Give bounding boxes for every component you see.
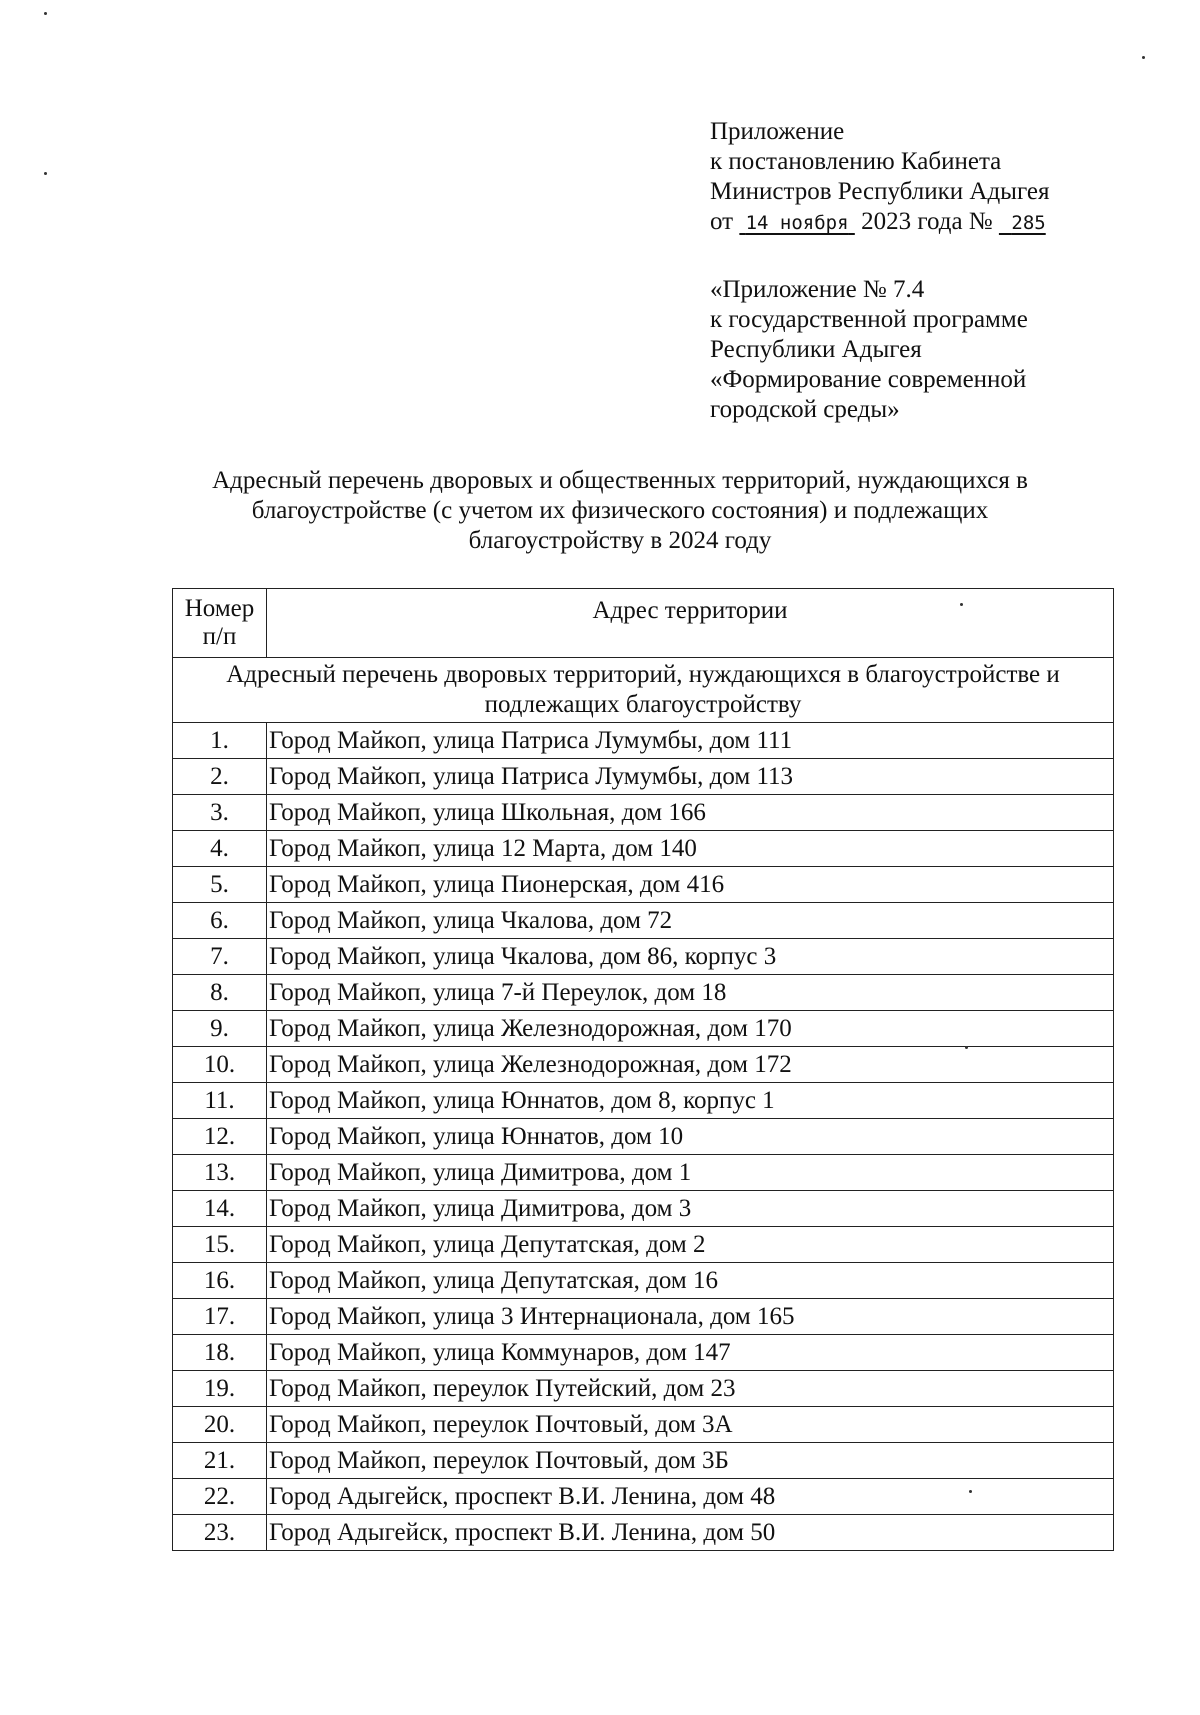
appendix-header-line: к постановлению Кабинета [710, 148, 1002, 175]
row-number: 11. [173, 1083, 267, 1119]
table-row [173, 1443, 1114, 1479]
row-number: 1. [173, 723, 267, 759]
row-address: Город Майкоп, переулок Почтовый, дом 3Б [267, 1443, 1114, 1479]
row-number: 22. [173, 1479, 267, 1515]
row-address: Город Майкоп, улица 7-й Переулок, дом 18 [267, 975, 1114, 1011]
table-row [173, 795, 1114, 831]
row-number: 12. [173, 1119, 267, 1155]
appendix-header-line: Приложение [710, 118, 845, 145]
row-address: Город Майкоп, улица Железнодорожная, дом 172 [267, 1047, 1114, 1083]
title-line: благоустройстве (с учетом их физического состояния) и подлежащих [251, 497, 989, 524]
table-row [173, 759, 1114, 795]
table-row [173, 903, 1114, 939]
table-row [173, 1083, 1114, 1119]
table-row [173, 1479, 1114, 1515]
row-number: 8. [173, 975, 267, 1011]
table-row [173, 1371, 1114, 1407]
row-address: Город Майкоп, переулок Почтовый, дом 3А [267, 1407, 1114, 1443]
row-number: 23. [173, 1515, 267, 1551]
table-row [173, 975, 1114, 1011]
row-number: 21. [173, 1443, 267, 1479]
row-address: Город Майкоп, улица Юннатов, дом 8, корпус 1 [267, 1083, 1114, 1119]
row-address: Город Адыгейск, проспект В.И. Ленина, дом 50 [267, 1515, 1114, 1551]
row-number: 6. [173, 903, 267, 939]
row-address: Город Майкоп, улица Школьная, дом 166 [267, 795, 1114, 831]
row-number: 10. [173, 1047, 267, 1083]
row-address: Город Майкоп, улица Патриса Лумумбы, дом 111 [267, 723, 1114, 759]
table-row [173, 1155, 1114, 1191]
table-row [173, 1515, 1114, 1551]
row-number: 17. [173, 1299, 267, 1335]
row-number: 9. [173, 1011, 267, 1047]
row-address: Город Майкоп, улица Железнодорожная, дом 170 [267, 1011, 1114, 1047]
section-title: Адресный перечень дворовых территорий, нуждающихся в благоустройстве и подлежащих благоустройству [173, 658, 1114, 723]
table-row [173, 867, 1114, 903]
row-address: Город Адыгейск, проспект В.И. Ленина, дом 48 [267, 1479, 1114, 1515]
header-address: Адрес территории [267, 589, 1114, 658]
row-address: Город Майкоп, переулок Путейский, дом 23 [267, 1371, 1114, 1407]
appendix-header-line: Министров Республики Адыгея [710, 178, 1050, 205]
table-row [173, 1011, 1114, 1047]
row-number: 13. [173, 1155, 267, 1191]
address-table [172, 588, 1114, 1551]
row-address: Город Майкоп, улица Чкалова, дом 72 [267, 903, 1114, 939]
row-number: 14. [173, 1191, 267, 1227]
appendix-date-line [710, 207, 1050, 238]
date-suffix: 2023 года № [861, 208, 993, 235]
section-row [173, 658, 1114, 723]
row-number: 16. [173, 1263, 267, 1299]
table-row [173, 1119, 1114, 1155]
table-row [173, 831, 1114, 867]
header-number: Номер п/п [173, 589, 267, 658]
row-address: Город Майкоп, улица Димитрова, дом 1 [267, 1155, 1114, 1191]
row-number: 18. [173, 1335, 267, 1371]
table-row [173, 1227, 1114, 1263]
row-address: Город Майкоп, улица Патриса Лумумбы, дом 113 [267, 759, 1114, 795]
row-address: Город Майкоп, улица Пионерская, дом 416 [267, 867, 1114, 903]
appendix-quote [710, 275, 1028, 425]
row-number: 2. [173, 759, 267, 795]
title-line: Адресный перечень дворовых и общественных территорий, нуждающихся в [212, 467, 1028, 494]
table-row [173, 1047, 1114, 1083]
row-number: 20. [173, 1407, 267, 1443]
handwritten-number: 285 [1011, 212, 1046, 234]
document-title [170, 466, 1070, 556]
table-row [173, 1407, 1114, 1443]
scan-speck [44, 172, 47, 175]
table-row [173, 1335, 1114, 1371]
appendix-header [710, 117, 1050, 238]
row-number: 3. [173, 795, 267, 831]
appendix-quote-line: «Приложение № 7.4 [710, 276, 925, 303]
row-address: Город Майкоп, улица 3 Интернационала, дом 165 [267, 1299, 1114, 1335]
row-address: Город Майкоп, улица Чкалова, дом 86, корпус 3 [267, 939, 1114, 975]
row-number: 15. [173, 1227, 267, 1263]
table-body [173, 658, 1114, 1551]
row-address: Город Майкоп, улица Димитрова, дом 3 [267, 1191, 1114, 1227]
scan-speck [960, 603, 963, 606]
scan-speck [44, 12, 47, 15]
row-address: Город Майкоп, улица Юннатов, дом 10 [267, 1119, 1114, 1155]
table-row [173, 1299, 1114, 1335]
appendix-quote-line: городской среды» [710, 396, 900, 423]
scan-speck [965, 1046, 968, 1049]
row-number: 4. [173, 831, 267, 867]
row-address: Город Майкоп, улица Депутатская, дом 16 [267, 1263, 1114, 1299]
row-number: 5. [173, 867, 267, 903]
row-address: Город Майкоп, улица 12 Марта, дом 140 [267, 831, 1114, 867]
row-address: Город Майкоп, улица Депутатская, дом 2 [267, 1227, 1114, 1263]
row-number: 7. [173, 939, 267, 975]
date-prefix: от [710, 208, 734, 235]
scan-speck [969, 1490, 972, 1493]
row-number: 19. [173, 1371, 267, 1407]
appendix-quote-line: Республики Адыгея [710, 336, 922, 363]
table-row [173, 723, 1114, 759]
table-row [173, 1263, 1114, 1299]
table-header-row [173, 589, 1114, 658]
table-row [173, 1191, 1114, 1227]
appendix-quote-line: к государственной программе [710, 306, 1028, 333]
handwritten-date: 14 ноября [745, 212, 849, 234]
title-line: благоустройству в 2024 году [468, 527, 772, 554]
row-address: Город Майкоп, улица Коммунаров, дом 147 [267, 1335, 1114, 1371]
table-row [173, 939, 1114, 975]
scan-speck [1142, 56, 1145, 59]
appendix-quote-line: «Формирование современной [710, 366, 1027, 393]
